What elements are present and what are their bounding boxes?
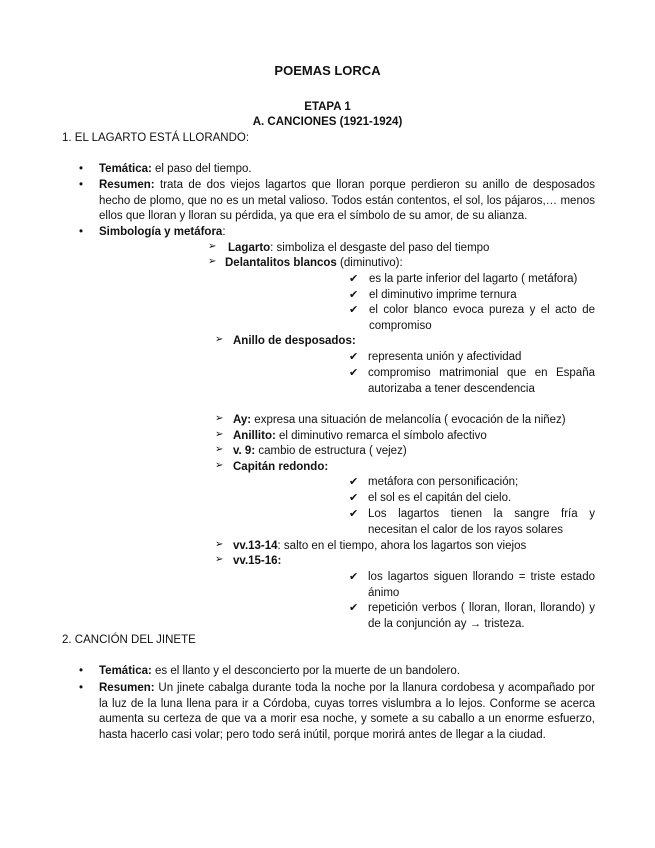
check-icon: ✔ xyxy=(349,304,359,316)
s1-simbologia xyxy=(99,225,226,240)
s1-tematica-text: el paso del tiempo. xyxy=(151,163,252,175)
s1-ay-label: Ay: xyxy=(233,414,252,426)
arrow-bullet-icon: ➢ xyxy=(215,539,224,550)
s1-anillo-item: compromiso matrimonial que en España autorizaba a tener descendencia xyxy=(368,367,595,395)
check-icon: ✔ xyxy=(349,367,359,379)
s1-delantal-item: el diminutivo imprime ternura xyxy=(369,289,517,301)
check-icon: ✔ xyxy=(349,571,359,583)
arrow-bullet-icon: ➢ xyxy=(215,554,224,565)
s1-ay-text: expresa una situación de melancolía ( evocación de la niñez) xyxy=(251,414,566,426)
s1-anillito-label: Anillito: xyxy=(233,430,276,442)
s1-resumen-text: trata de dos viejos lagartos que lloran porque perdieron su anillo de desposados hecho de plomo, que no es un metal valioso. Todos están contentos, el sol, los pájaros,… menos ellos que lloran y lloran su pérdida, ya que era el símbolo de su amor, de su alianza. xyxy=(99,179,595,223)
section-subtitle: A. CANCIONES (1921-1924) xyxy=(252,116,403,128)
s1-delantal-label: Delantalitos blancos xyxy=(225,257,337,269)
s2-resumen xyxy=(99,681,595,743)
arrow-bullet-icon: ➢ xyxy=(215,444,224,455)
s1-lagarto xyxy=(228,241,489,256)
s1-delantal xyxy=(225,256,403,271)
check-icon: ✔ xyxy=(349,289,359,301)
s1-tematica-label: Temática: xyxy=(99,163,152,175)
s1-capitan-label: Capitán redondo: xyxy=(233,461,329,473)
s1-simbologia-label: Simbología y metáfora xyxy=(99,226,223,238)
check-icon: ✔ xyxy=(349,508,359,520)
section-1-heading: 1. EL LAGARTO ESTÁ LLORANDO: xyxy=(62,132,250,144)
s1-v9 xyxy=(233,444,407,459)
s1-capitan-item: el sol es el capitán del cielo. xyxy=(368,492,512,504)
arrow-bullet-icon: ➢ xyxy=(208,256,217,267)
check-icon: ✔ xyxy=(349,273,359,285)
s1-anillito xyxy=(233,429,487,444)
s1-lagarto-text: : simboliza el desgaste del paso del tiempo xyxy=(270,242,490,254)
s1-ay xyxy=(233,413,566,428)
s1-simbologia-colon: : xyxy=(222,226,226,238)
s1-vv1516-item: los lagartos siguen llorando = triste estado ánimo xyxy=(368,571,595,599)
s1-delantal-item: es la parte inferior del lagarto ( metáfora) xyxy=(369,273,578,285)
arrow-bullet-icon: ➢ xyxy=(208,241,217,252)
s1-capitan-item: metáfora con personificación; xyxy=(368,476,519,488)
check-icon: ✔ xyxy=(349,492,359,504)
s2-resumen-label: Resumen: xyxy=(99,682,155,694)
s1-vv1314-text: : salto en el tiempo, ahora los lagartos son viejos xyxy=(277,540,527,552)
s2-tematica-label: Temática: xyxy=(99,665,152,677)
check-icon: ✔ xyxy=(349,476,359,488)
s1-v9-text: cambio de estructura ( vejez) xyxy=(255,445,407,457)
s1-anillo-item: representa unión y afectividad xyxy=(368,351,522,363)
s2-resumen-text: Un jinete cabalga durante toda la noche por la llanura cordobesa y acompañado por la luz de la luna llena para ir a Córdoba, cuyas torres vislumbra a lo lejos. Conforme se acerca aumenta su certeza de que va a morir esa noche, y somete a su caballo a un enorme esfuerzo, hasta hacerlo casi volar; pero todo será inútil, porque morirá antes de llegar a la ciudad. xyxy=(99,682,595,741)
page-title: POEMAS LORCA xyxy=(274,63,381,78)
s1-vv1516-label: vv.15-16: xyxy=(233,555,282,567)
s1-delantal-item: el color blanco evoca pureza y el acto de compromiso xyxy=(369,304,595,332)
s1-anillito-text: el diminutivo remarca el símbolo afectivo xyxy=(275,430,487,442)
arrow-bullet-icon: ➢ xyxy=(215,429,224,440)
s1-vv1516-item: repetición verbos ( lloran, lloran, llorando) y de la conjunción ay → tristeza. xyxy=(368,602,595,630)
etapa-heading: ETAPA 1 xyxy=(304,101,351,113)
s1-anillo-label: Anillo de desposados: xyxy=(233,335,356,347)
arrow-bullet-icon: ➢ xyxy=(215,460,224,471)
s1-resumen xyxy=(99,178,595,225)
s2-tematica xyxy=(99,664,460,679)
s2-tematica-text: es el llanto y el desconcierto por la muerte de un bandolero. xyxy=(151,665,460,677)
s1-vv1314 xyxy=(233,539,526,554)
s1-capitan-item: Los lagartos tienen la sangre fría y necesitan el calor de los rayos solares xyxy=(368,508,595,536)
s1-delantal-text: (diminutivo): xyxy=(336,257,403,269)
s1-tematica xyxy=(99,162,252,177)
check-icon: ✔ xyxy=(349,602,359,614)
s1-resumen-label: Resumen: xyxy=(99,179,155,191)
arrow-bullet-icon: ➢ xyxy=(215,413,224,424)
s1-vv1314-label: vv.13-14 xyxy=(233,540,278,552)
s1-lagarto-label: Lagarto xyxy=(228,242,271,254)
section-2-heading: 2. CANCIÓN DEL JINETE xyxy=(62,634,196,646)
check-icon: ✔ xyxy=(349,351,359,363)
arrow-bullet-icon: ➢ xyxy=(215,334,224,345)
s1-v9-label: v. 9: xyxy=(233,445,256,457)
